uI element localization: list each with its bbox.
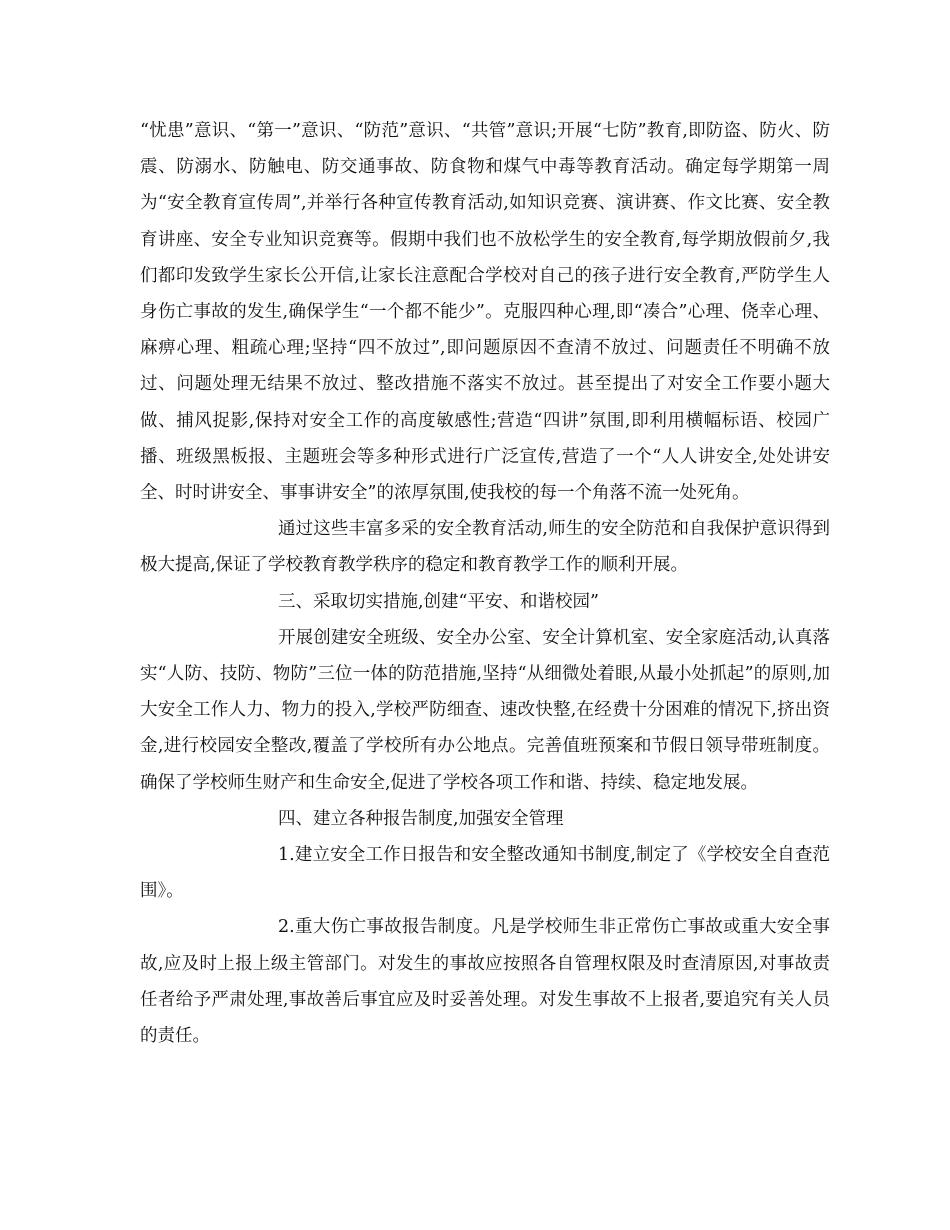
paragraph-safe-campus-measures: 开展创建安全班级、安全办公室、安全计算机室、安全家庭活动,认真落实“人防、技防、物防”三位一体的防范措施,坚持“从细微处着眼,从最小处抓起”的原则,加大安全工作人力、物力的投入,学校严防细查、速改快整,在经费十分困难的情况下,挤出资金,进行校园安全整改,覆盖了学校所有办公地点。完善值班预案和节假日领导带班制度。确保了学校师生财产和生命安全,促进了学校各项工作和谐、持续、稳定地发展。 bbox=[140, 627, 830, 793]
paragraph-safety-education-measures: “忧患”意识、“第一”意识、“防范”意识、“共管”意识;开展“七防”教育,即防盗、防火、防震、防溺水、防触电、防交通事故、防食物和煤气中毒等教育活动。确定每学期第一周为“安全教育宣传周”,并举行各种宣传教育活动,如知识竞赛、演讲赛、作文比赛、安全教育讲座、安全专业知识竞赛等。假期中我们也不放松学生的安全教育,每学期放假前夕,我们都印发致学生家长公开信,让家长注意配合学校对自己的孩子进行安全教育,严防学生人身伤亡事故的发生,确保学生“一个都不能少”。克服四种心理,即“凑合”心理、侥幸心理、麻痹心理、粗疏心理;坚持“四不放过”,即问题原因不查清不放过、问题责任不明确不放过、问题处理无结果不放过、整改措施不落实不放过。甚至提出了对安全工作要小题大做、捕风捉影,保持对安全工作的高度敏感性;营造“四讲”氛围,即利用横幅标语、校园广播、班级黑板报、主题班会等多种形式进行广泛宣传,营造了一个“人人讲安全,处处讲安全、时时讲安全、事事讲安全”的浓厚氛围,使我校的每一个角落不流一处死角。 bbox=[140, 121, 830, 504]
paragraph-accident-report-system: 2.重大伤亡事故报告制度。凡是学校师生非正常伤亡事故或重大安全事故,应及时上报上级主管部门。对发生的事故应按照各自管理权限及时查清原因,对事故责任者给予严肃处理,事故善后事宜应及时妥善处理。对发生事故不上报者,要追究有关人员的责任。 bbox=[140, 917, 830, 1047]
paragraph-daily-report-system: 1.建立安全工作日报告和安全整改通知书制度,制定了《学校安全自查范围》。 bbox=[140, 845, 830, 902]
section-heading-4: 四、建立各种报告制度,加强安全管理 bbox=[278, 808, 564, 829]
document-body bbox=[140, 113, 830, 1054]
section-heading-3: 三、采取切实措施,创建“平安、和谐校园” bbox=[278, 591, 599, 612]
paragraph-education-results: 通过这些丰富多采的安全教育活动,师生的安全防范和自我保护意识得到极大提高,保证了学校教育教学秩序的稳定和教育教学工作的顺利开展。 bbox=[140, 519, 830, 576]
